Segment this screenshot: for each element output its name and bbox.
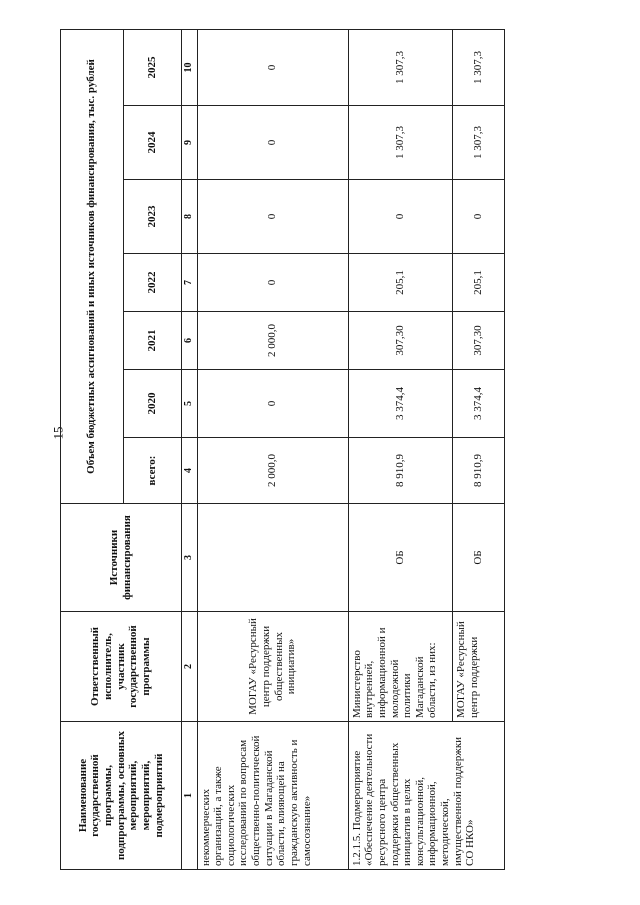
column-number: 8 [181,180,197,254]
row-value: 307,30 [348,312,452,370]
row-name: некоммерческих организаций, а также социологических исследований по вопросам общественно-политической ситуации в Магаданской области, влияющей на гражданскую активность и самосознание» [197,722,348,870]
row-executor: МОГАУ «Ресурсный центр поддержки [452,612,504,722]
header-source: Источники финансирования [61,504,182,612]
column-number: 4 [181,438,197,504]
rotated-table-container [60,30,505,870]
row-value: 1 307,3 [348,29,452,105]
table-row [197,29,348,869]
row-value: 0 [452,180,504,254]
header-year: 2022 [123,254,181,312]
row-executor: Министерство внутренней, информационной и молодежной политики Магаданской области, из них: [348,612,452,722]
row-value: 0 [197,180,348,254]
header-year: 2023 [123,180,181,254]
row-value: 0 [197,370,348,438]
table-row [348,29,452,869]
header-year: 2021 [123,312,181,370]
header-funding: Объем бюджетных ассигнований и иных источников финансирования, тыс. рублей [61,29,124,503]
column-number: 7 [181,254,197,312]
row-value: 205,1 [348,254,452,312]
funding-table [60,29,505,870]
header-executor: Ответственный исполнитель, участник государственной программы [61,612,182,722]
row-source: ОБ [452,504,504,612]
row-executor: МОГАУ «Ресурсный центр поддержки общественных инициатив» [197,612,348,722]
column-number: 1 [181,722,197,870]
row-value: 3 374,4 [348,370,452,438]
row-value: 0 [197,29,348,105]
page-number: 15 [50,426,66,440]
row-source: ОБ [348,504,452,612]
header-year: 2025 [123,29,181,105]
row-value: 0 [197,254,348,312]
row-value: 0 [197,106,348,180]
row-total: 8 910,9 [348,438,452,504]
column-number: 2 [181,612,197,722]
row-value: 1 307,3 [348,106,452,180]
row-total: 8 910,9 [452,438,504,504]
header-name: Наименование государственной программы, подпрограммы, основных мероприятий, мероприятий, подмероприятий [61,722,182,870]
row-value: 1 307,3 [452,106,504,180]
column-number: 3 [181,504,197,612]
column-number: 5 [181,370,197,438]
column-number: 10 [181,29,197,105]
row-name: 1.2.1.5. Подмероприятие «Обеспечение деятельности ресурсного центра поддержки общественных инициатив в целях консультационной, информационной, методической, имущественной поддержки СО НКО» [348,722,504,870]
row-value: 0 [348,180,452,254]
row-total: 2 000,0 [197,438,348,504]
column-number-row [181,29,197,869]
header-total: всего: [123,438,181,504]
row-value: 3 374,4 [452,370,504,438]
column-number: 6 [181,312,197,370]
row-value: 205,1 [452,254,504,312]
column-number: 9 [181,106,197,180]
header-year: 2024 [123,106,181,180]
row-source [197,504,348,612]
row-value: 2 000,0 [197,312,348,370]
row-value: 1 307,3 [452,29,504,105]
header-year: 2020 [123,370,181,438]
row-value: 307,30 [452,312,504,370]
